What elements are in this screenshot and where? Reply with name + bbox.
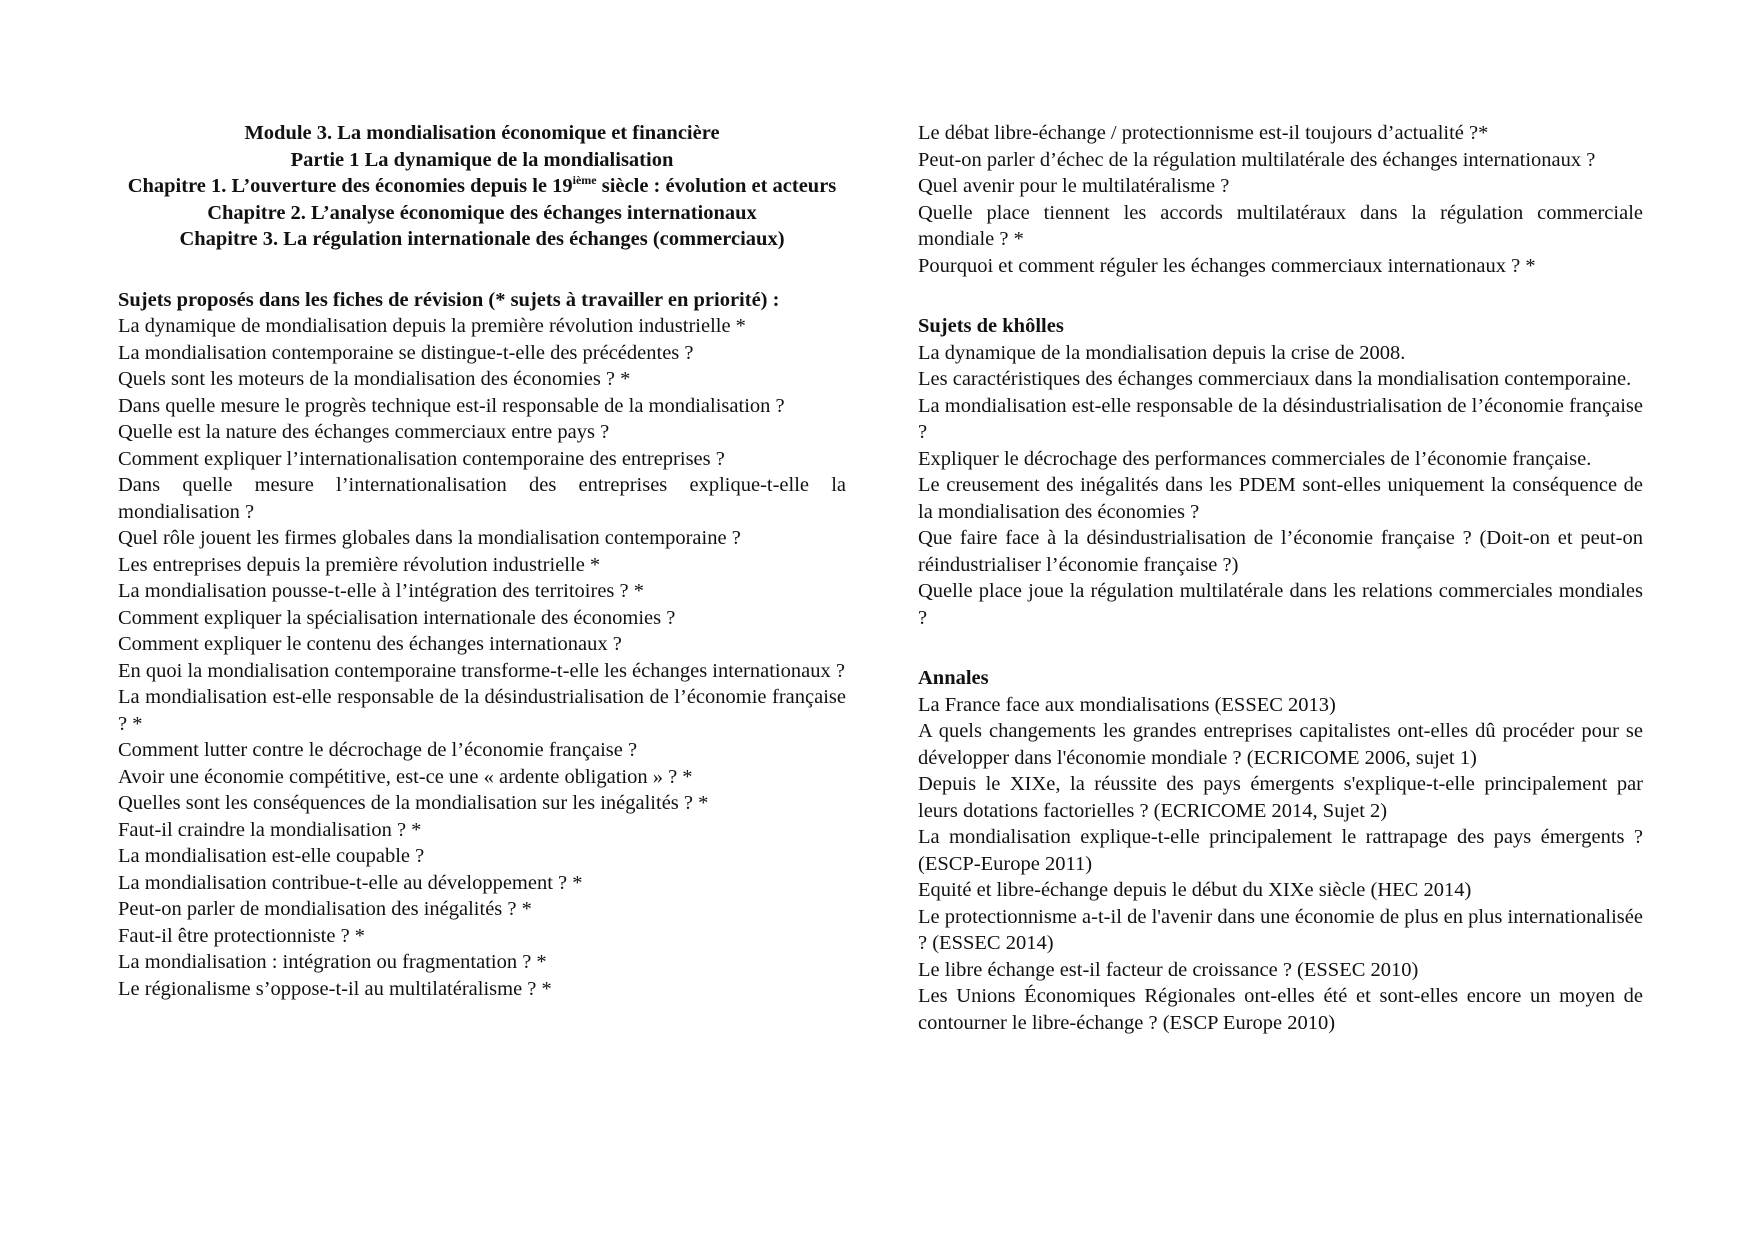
kholle-item: Les caractéristiques des échanges commerciaux dans la mondialisation contemporaine. [918,368,1632,390]
revision-item: Le régionalisme s’oppose-t-il au multilatéralisme ? * [118,977,552,1000]
revision-item: Comment lutter contre le décrochage de l’économie française ? [118,739,638,761]
revision-item: La mondialisation est-elle responsable de la désindustrialisation de l’économie française ? * [118,686,846,735]
kholles-heading: Sujets de khôlles [918,315,1064,337]
revision-item: Peut-on parler de mondialisation des inégalités ? * [118,898,532,920]
revision-item: La mondialisation pousse-t-elle à l’intégration des territoires ? * [118,580,645,602]
revision-item: Comment expliquer la spécialisation internationale des économies ? [118,606,676,629]
annale-item: Equité et libre-échange depuis le début du XIXe siècle (HEC 2014) [918,879,1472,901]
revision-item: Peut-on parler d’échec de la régulation multilatérale des échanges internationaux ? [918,148,1596,171]
revision-item: Quelles sont les conséquences de la mondialisation sur les inégalités ? * [118,792,709,814]
revision-item: Pourquoi et comment réguler les échanges commerciaux internationaux ? * [918,254,1536,277]
annales-list [918,692,1643,1037]
spacer [918,279,1643,313]
revision-item: Faut-il être protectionniste ? * [118,924,366,947]
right-column [918,120,1643,1036]
revision-item: Dans quelle mesure le progrès technique est-il responsable de la mondialisation ? [118,394,785,417]
revision-item: Quelle est la nature des échanges commerciaux entre pays ? [118,421,610,443]
revision-item: Les entreprises depuis la première révolution industrielle * [118,553,601,576]
chapter-3-title: Chapitre 3. La régulation internationale des échanges (commerciaux) [179,228,785,250]
document-titles [118,120,846,253]
annale-item: Les Unions Économiques Régionales ont-elles été et sont-elles encore un moyen de contourner le libre-échange ? (ESCP Europe 2010) [918,985,1643,1034]
annale-item: Le libre échange est-il facteur de croissance ? (ESSEC 2010) [918,958,1419,981]
revision-item: La dynamique de mondialisation depuis la première révolution industrielle * [118,315,746,337]
kholle-item: La mondialisation est-elle responsable de la désindustrialisation de l’économie française ? [918,394,1643,443]
chapter-2-title: Chapitre 2. L’analyse économique des échanges internationaux [207,201,757,224]
revision-item: Quelle place tiennent les accords multilatéraux dans la régulation commerciale mondiale ? * [918,201,1643,250]
kholle-item: Expliquer le décrochage des performances commerciales de l’économie française. [918,447,1592,470]
revision-item: Avoir une économie compétitive, est-ce une « ardente obligation » ? * [118,765,693,788]
revision-item: La mondialisation contribue-t-elle au développement ? * [118,871,583,894]
revision-item: Quel rôle jouent les firmes globales dans la mondialisation contemporaine ? [118,527,741,549]
revision-item: La mondialisation : intégration ou fragmentation ? * [118,951,547,973]
annales-heading: Annales [918,667,989,689]
left-column [118,120,846,1002]
revision-item: En quoi la mondialisation contemporaine transforme-t-elle les échanges internationaux ? [118,659,845,682]
kholle-item: La dynamique de la mondialisation depuis la crise de 2008. [918,341,1406,364]
spacer [118,253,846,287]
revision-item: La mondialisation contemporaine se distingue-t-elle des précédentes ? [118,341,694,364]
revision-item: Le débat libre-échange / protectionnisme est-il toujours d’actualité ?* [918,122,1489,144]
revision-item: Dans quelle mesure l’internationalisation des entreprises explique-t-elle la mondialisation ? [118,474,846,523]
revision-item: Comment expliquer le contenu des échanges internationaux ? [118,633,622,655]
revision-list-left [118,313,846,1002]
kholle-item: Quelle place joue la régulation multilatérale dans les relations commerciales mondiales ? [918,580,1643,629]
module-title: Module 3. La mondialisation économique et financière [244,122,720,144]
annale-item: La mondialisation explique-t-elle principalement le rattrapage des pays émergents ? (ESCP-Europe 2011) [918,826,1643,875]
kholle-item: Que faire face à la désindustrialisation de l’économie française ? (Doit-on et peut-on réindustrialiser l’économie française ?) [918,527,1643,576]
spacer [918,631,1643,665]
revision-item: Quels sont les moteurs de la mondialisation des économies ? * [118,368,631,390]
part-title: Partie 1 La dynamique de la mondialisation [290,148,674,171]
annale-item: Depuis le XIXe, la réussite des pays émergents s'explique-t-elle principalement par leurs dotations factorielles ? (ECRICOME 2014, Sujet 2) [918,773,1643,822]
revision-item: Comment expliquer l’internationalisation contemporaine des entreprises ? [118,447,725,470]
annale-item: A quels changements les grandes entreprises capitalistes ont-elles dû procéder pour se développer dans l'économie mondiale ? (ECRICOME 2006, sujet 1) [918,720,1643,769]
chapter-1-title-end: siècle : évolution et acteurs [596,175,837,197]
revision-item: Faut-il craindre la mondialisation ? * [118,818,422,841]
revision-item: La mondialisation est-elle coupable ? [118,845,425,867]
revision-item: Quel avenir pour le multilatéralisme ? [918,175,1230,197]
chapter-1-superscript: ième [572,173,597,187]
kholle-item: Le creusement des inégalités dans les PDEM sont-elles uniquement la conséquence de la mondialisation des économies ? [918,474,1643,523]
chapter-1-title [118,173,846,200]
annale-item: La France face aux mondialisations (ESSEC 2013) [918,693,1336,716]
annale-item: Le protectionnisme a-t-il de l'avenir dans une économie de plus en plus internationalisée ? (ESSEC 2014) [918,905,1643,954]
revision-list-right [918,120,1643,279]
revision-heading: Sujets proposés dans les fiches de révision (* sujets à travailler en priorité) : [118,288,780,311]
kholles-list [918,340,1643,632]
chapter-1-title-start: Chapitre 1. L’ouverture des économies depuis le 19 [127,175,573,197]
